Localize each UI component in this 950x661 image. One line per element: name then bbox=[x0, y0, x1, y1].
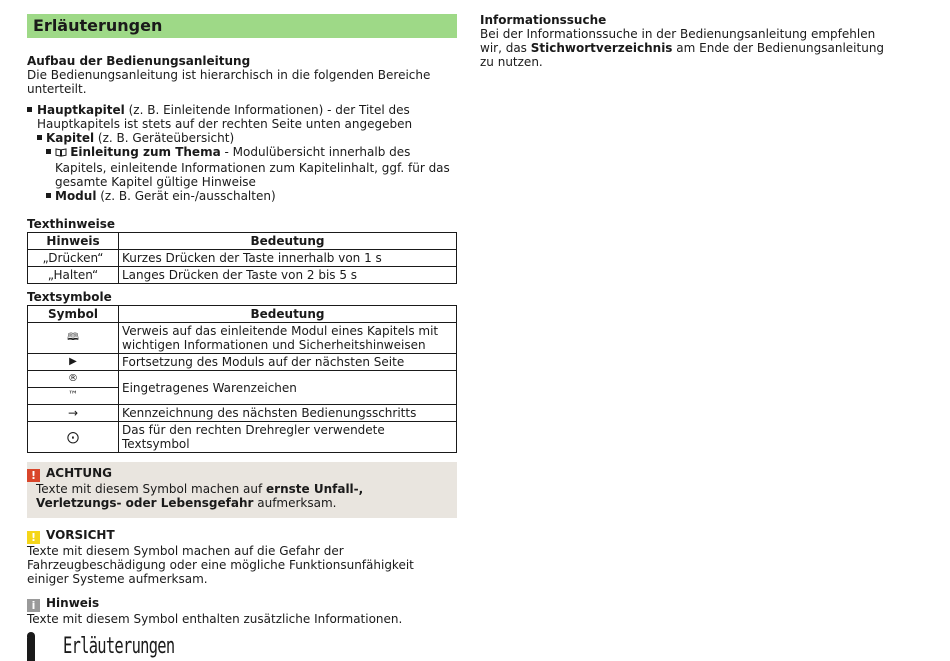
table-header-row bbox=[28, 233, 457, 250]
book-icon bbox=[55, 148, 70, 159]
table-row bbox=[28, 371, 457, 388]
warning-box bbox=[27, 462, 457, 518]
footer-chapter-label: Erläuterungen bbox=[63, 634, 175, 659]
main-chapter-text: (z. B. Einleitende Informationen) - der Titel des Hauptkapitels ist stets auf der rechten Seite unten angegeben bbox=[37, 103, 413, 131]
table-cell-meaning: Kennzeichnung des nächsten Bedienungsschritts bbox=[119, 405, 457, 422]
module-text: (z. B. Gerät ein-/ausschalten) bbox=[96, 189, 276, 203]
table-cell-meaning: Das für den rechten Drehregler verwendete Textsymbol bbox=[119, 422, 457, 453]
column-header: Symbol bbox=[28, 306, 119, 323]
arrow-right-icon: → bbox=[28, 405, 119, 422]
text-notes-table bbox=[27, 232, 457, 284]
rotary-knob-icon: ⨀ bbox=[28, 422, 119, 453]
intro-topic-label: Einleitung zum Thema bbox=[70, 145, 221, 159]
list-item-module bbox=[46, 189, 457, 203]
table-header-row bbox=[28, 306, 457, 323]
table-cell-meaning: Fortsetzung des Moduls auf der nächsten Seite bbox=[119, 354, 457, 371]
structure-sublist bbox=[37, 131, 457, 203]
chapter-text: (z. B. Geräteübersicht) bbox=[94, 131, 235, 145]
info-search-text-end: am Ende der Bedienungsanleitung zu nutzen. bbox=[480, 41, 885, 69]
note-box bbox=[27, 596, 457, 626]
column-header: Bedeutung bbox=[119, 233, 457, 250]
chapter-label: Kapitel bbox=[46, 131, 95, 145]
text-notes-section bbox=[27, 217, 457, 284]
info-search-text-start: Bei der Informationssuche in der Bedienungsanleitung empfehlen wir, das bbox=[480, 27, 876, 55]
warning-text-start: Texte mit diesem Symbol machen auf bbox=[36, 482, 267, 496]
structure-section bbox=[27, 54, 457, 203]
warning-icon: ! bbox=[27, 469, 40, 482]
structure-intro: Die Bedienungsanleitung ist hierarchisch in die folgenden Bereiche unterteilt. bbox=[27, 68, 431, 96]
warning-text-end: aufmerksam. bbox=[253, 496, 337, 510]
triangle-right-icon: ▶ bbox=[28, 354, 119, 371]
bullet-square-icon bbox=[37, 135, 42, 140]
intro-topic-text: - Modulübersicht innerhalb des Kapitels, einleitende Informationen zum Kapitelinhalt, ggf. für das gesamte Kapitel gültige Hinweise bbox=[55, 145, 450, 189]
bullet-square-icon bbox=[46, 149, 51, 154]
table-cell-meaning: Verweis auf das einleitende Modul eines Kapitels mit wichtigen Informationen und Sicherheitshinweisen bbox=[119, 323, 457, 354]
table-row bbox=[28, 267, 457, 284]
table-cell-hint: „Halten“ bbox=[28, 267, 119, 284]
column-header: Bedeutung bbox=[119, 306, 457, 323]
list-item-main-chapter bbox=[27, 103, 457, 203]
note-text: Texte mit diesem Symbol enthalten zusätzliche Informationen. bbox=[27, 612, 403, 626]
trademark-icon: ™ bbox=[28, 388, 119, 405]
table-cell-hint: „Drücken“ bbox=[28, 250, 119, 267]
warning-title: ACHTUNG bbox=[46, 466, 112, 480]
page-title: Erläuterungen bbox=[27, 14, 457, 38]
table-cell-meaning: Langes Drücken der Taste von 2 bis 5 s bbox=[119, 267, 457, 284]
page-number: 4 bbox=[27, 638, 28, 639]
main-chapter-label: Hauptkapitel bbox=[37, 103, 125, 117]
note-header bbox=[27, 596, 457, 612]
bullet-square-icon bbox=[46, 193, 51, 198]
list-item-chapter bbox=[37, 131, 457, 203]
note-title: Hinweis bbox=[46, 596, 100, 610]
table-cell-meaning: Kurzes Drücken der Taste innerhalb von 1 s bbox=[119, 250, 457, 267]
info-search-heading: Informationssuche bbox=[480, 13, 607, 27]
caution-box bbox=[27, 528, 457, 586]
module-label: Modul bbox=[55, 189, 97, 203]
table-row bbox=[28, 405, 457, 422]
info-search-text bbox=[480, 27, 900, 69]
caution-icon: ! bbox=[27, 531, 40, 544]
page-footer bbox=[27, 630, 175, 661]
left-column bbox=[27, 14, 457, 626]
info-icon: i bbox=[27, 599, 40, 612]
warning-header bbox=[27, 466, 447, 482]
warning-text-bold: ernste Unfall-, Verletzungs- oder Lebensgefahr bbox=[36, 482, 364, 510]
column-header: Hinweis bbox=[28, 233, 119, 250]
text-notes-heading: Texthinweise bbox=[27, 217, 116, 231]
page-number-tab bbox=[27, 632, 35, 661]
book-icon: 🕮 bbox=[28, 323, 119, 354]
structure-subsublist bbox=[46, 145, 457, 203]
caution-text: Texte mit diesem Symbol machen auf die Gefahr der Fahrzeugbeschädigung oder eine mögliche Funktionsunfähigkeit einiger Systeme aufmerksam. bbox=[27, 544, 414, 586]
caution-header bbox=[27, 528, 457, 544]
warning-text bbox=[27, 482, 447, 510]
right-column bbox=[480, 13, 900, 69]
table-row bbox=[28, 422, 457, 453]
info-search-text-bold: Stichwortverzeichnis bbox=[530, 41, 673, 55]
text-symbols-heading: Textsymbole bbox=[27, 290, 112, 304]
table-row bbox=[28, 354, 457, 371]
caution-title: VORSICHT bbox=[46, 528, 115, 542]
bullet-square-icon bbox=[27, 107, 32, 112]
table-row bbox=[28, 323, 457, 354]
text-symbols-section bbox=[27, 290, 457, 453]
text-symbols-table bbox=[27, 305, 457, 453]
table-row bbox=[28, 250, 457, 267]
table-cell-meaning: Eingetragenes Warenzeichen bbox=[119, 371, 457, 405]
registered-icon: ® bbox=[28, 371, 119, 388]
list-item-intro-topic bbox=[46, 145, 457, 189]
structure-list bbox=[27, 103, 457, 203]
structure-heading: Aufbau der Bedienungsanleitung bbox=[27, 54, 251, 68]
